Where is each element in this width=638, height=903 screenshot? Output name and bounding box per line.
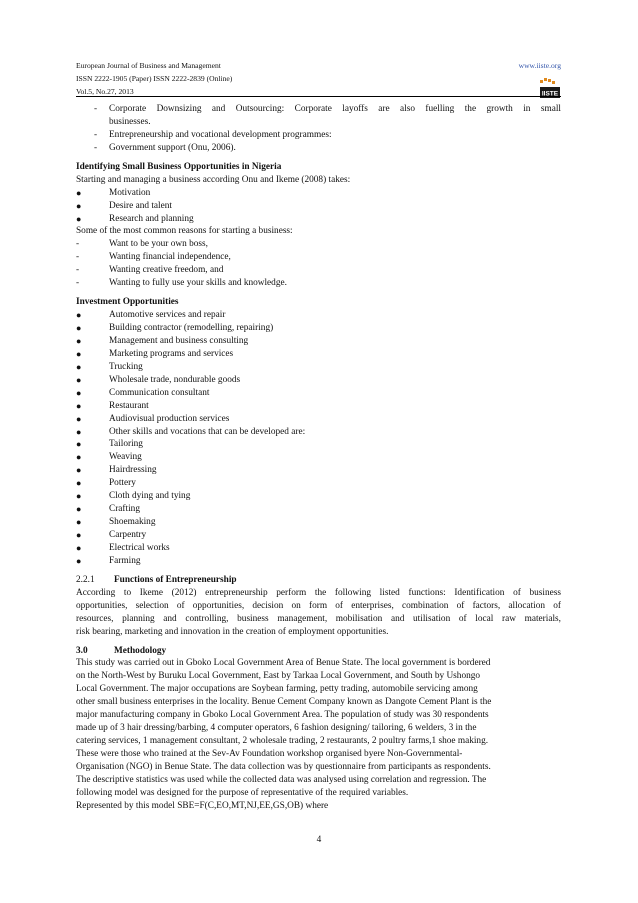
list-item: - Corporate Downsizing and Outsourcing: Corporate layoffs are also fuelling the growth in small xyxy=(94,104,561,114)
bullet-icon: ● xyxy=(76,387,82,398)
bullet-list xyxy=(76,187,561,226)
list-item: ● Desire and talent xyxy=(76,200,172,211)
paragraph-line: Some of the most common reasons for starting a business: xyxy=(76,226,293,237)
paragraph-line: other small business enterprises in the locality. Benue Cement Company known as Dangote Cement Plant is the xyxy=(76,697,492,708)
paragraph-line: Represented by this model SBE=F(C,EO,MT,NJ,EE,GS,OB) where xyxy=(76,800,329,811)
dash-marker: - xyxy=(94,129,98,140)
bullet-icon: ● xyxy=(76,452,82,463)
bullet-icon: ● xyxy=(76,348,82,359)
paragraph-line: on the North-West by Buruku Local Government, East by Tarkaa Local Government, and South by Ushongo xyxy=(76,671,481,682)
paragraph-line: These were those who trained at the Sev-Av Foundation workshop organised byere Non-Governmental- xyxy=(76,749,463,759)
paragraph-line: risk bearing, marketing and innovation in the creation of employment opportunities. xyxy=(76,626,389,637)
list-item: ● Pottery xyxy=(76,478,136,489)
paragraph-line: Local Government. The major occupations are Soybean farming, petty trading, automobile servicing among xyxy=(76,684,478,695)
bullet-icon: ● xyxy=(76,374,82,385)
list-item: ● Motivation xyxy=(76,187,151,198)
dash-marker: - xyxy=(76,239,80,250)
iiste-logo xyxy=(538,77,562,101)
bullet-icon: ● xyxy=(76,361,82,372)
paragraph-line: opportunities, selection of opportunities, decision on form of enterprises, combination of factors, allocation of xyxy=(76,600,561,611)
bullet-icon: ● xyxy=(76,187,82,198)
bullet-icon: ● xyxy=(76,213,82,224)
bullet-icon: ● xyxy=(76,542,82,553)
paragraph-line: following model was designed for the purpose of representative of the required variables. xyxy=(76,787,409,798)
list-item: ● Wholesale trade, nondurable goods xyxy=(76,374,241,385)
list-item: - Wanting financial independence, xyxy=(76,252,231,263)
paragraph-line: The descriptive statistics was used while the collected data was analysed using correlation and regression. The xyxy=(76,774,487,785)
list-item: ● Farming xyxy=(76,555,141,566)
page-body xyxy=(76,103,561,813)
volume-line: Vol.5, No.27, 2013 xyxy=(76,87,134,96)
list-item: ● Shoemaking xyxy=(76,517,156,528)
list-item: - Want to be your own boss, xyxy=(76,239,208,250)
dash-marker: - xyxy=(94,104,98,114)
list-item: - Entrepreneurship and vocational development programmes: xyxy=(94,129,332,140)
section-title: Methodology xyxy=(114,645,167,656)
list-item: - Wanting to fully use your skills and knowledge. xyxy=(76,278,287,289)
list-item: ● Electrical works xyxy=(76,542,170,553)
section-heading xyxy=(76,645,561,658)
bullet-icon: ● xyxy=(76,465,82,476)
issn-line: ISSN 2222-1905 (Paper) ISSN 2222-2839 (Online) xyxy=(76,74,233,83)
functions-paragraph xyxy=(76,587,561,639)
list-item: ● Weaving xyxy=(76,452,142,463)
paragraph-line: resources, planning and controlling, business management, mobilisation and utilisation of local raw materials, xyxy=(76,613,561,624)
paragraph-line: According to Ikeme (2012) entrepreneurship perform the following listed functions: Identification of business xyxy=(76,587,561,598)
list-item: ● Marketing programs and services xyxy=(76,348,234,359)
paragraph-line: Organisation (NGO) in Benue State. The data collection was by questionnaire from participants as respondents. xyxy=(76,761,491,772)
list-item: ● Trucking xyxy=(76,361,143,372)
list-item: - Wanting creative freedom, and xyxy=(76,265,224,276)
dash-marker: - xyxy=(76,252,80,263)
header-rule xyxy=(76,96,561,97)
subsection-heading xyxy=(76,574,561,587)
bullet-icon: ● xyxy=(76,439,82,450)
section-number: 2.2.1 xyxy=(76,574,95,585)
list-item: ● Cloth dying and tying xyxy=(76,491,191,502)
list-item: ● Other skills and vocations that can be developed are: xyxy=(76,426,306,437)
list-item: ● Automotive services and repair xyxy=(76,310,226,321)
list-item: ● Management and business consulting xyxy=(76,335,249,346)
journal-name: European Journal of Business and Management xyxy=(76,61,221,70)
list-item: ● Tailoring xyxy=(76,439,143,450)
bullet-icon: ● xyxy=(76,400,82,411)
bullet-icon: ● xyxy=(76,517,82,528)
bullet-icon: ● xyxy=(76,530,82,540)
bullet-icon: ● xyxy=(76,200,82,211)
section-heading: Investment Opportunities xyxy=(76,297,179,308)
list-item: ● Research and planning xyxy=(76,213,194,224)
methodology-paragraph xyxy=(76,657,561,812)
dash-list xyxy=(76,238,561,290)
bullet-icon: ● xyxy=(76,504,82,515)
list-item: - Government support (Onu, 2006). xyxy=(94,142,236,153)
section-heading: Identifying Small Business Opportunities in Nigeria xyxy=(76,161,282,172)
bullet-icon: ● xyxy=(76,323,82,333)
paragraph-line: This study was carried out in Gboko Local Government Area of Benue State. The local government is bordered xyxy=(76,658,491,669)
paragraph-line: made up of 3 hair dressing/barbing, 4 computer operators, 6 fashion designing/ tailoring, 6 welders, 3 in the xyxy=(76,723,477,734)
paragraph-line: Starting and managing a business according Onu and Ikeme (2008) takes: xyxy=(76,174,351,185)
list-item: ● Crafting xyxy=(76,504,140,515)
svg-text:IISTE: IISTE xyxy=(541,90,559,98)
list-item: ● Restaurant xyxy=(76,400,149,411)
bullet-icon: ● xyxy=(76,478,82,489)
section-number: 3.0 xyxy=(76,645,88,656)
bullet-icon: ● xyxy=(76,426,82,437)
paragraph-line: major manufacturing company in Gboko Local Government Area. The population of study was 30 respondents xyxy=(76,710,489,721)
list-item: ● Hairdressing xyxy=(76,465,157,476)
journal-url-link[interactable]: www.iiste.org xyxy=(518,61,561,70)
bullet-icon: ● xyxy=(76,555,82,566)
list-item: ● Building contractor (remodelling, repairing) xyxy=(76,323,274,333)
dash-marker: - xyxy=(76,278,80,289)
investment-bullet-list xyxy=(76,309,561,568)
paragraph-line: catering services, 1 management consultant, 2 wholesale trading, 2 restaurants, 2 poultry farms,1 shoe making. xyxy=(76,736,489,747)
dash-marker: - xyxy=(94,142,98,153)
list-item-continuation: businesses. xyxy=(109,116,151,127)
list-item: ● Carpentry xyxy=(76,530,147,540)
page-number: 4 xyxy=(316,835,322,845)
bullet-icon: ● xyxy=(76,491,82,502)
list-item: ● Audiovisual production services xyxy=(76,413,230,424)
bullet-icon: ● xyxy=(76,335,82,346)
bullet-icon: ● xyxy=(76,310,82,321)
dash-marker: - xyxy=(76,265,80,276)
section-title: Functions of Entrepreneurship xyxy=(114,574,237,585)
bullet-icon: ● xyxy=(76,413,82,424)
list-item: ● Communication consultant xyxy=(76,387,210,398)
